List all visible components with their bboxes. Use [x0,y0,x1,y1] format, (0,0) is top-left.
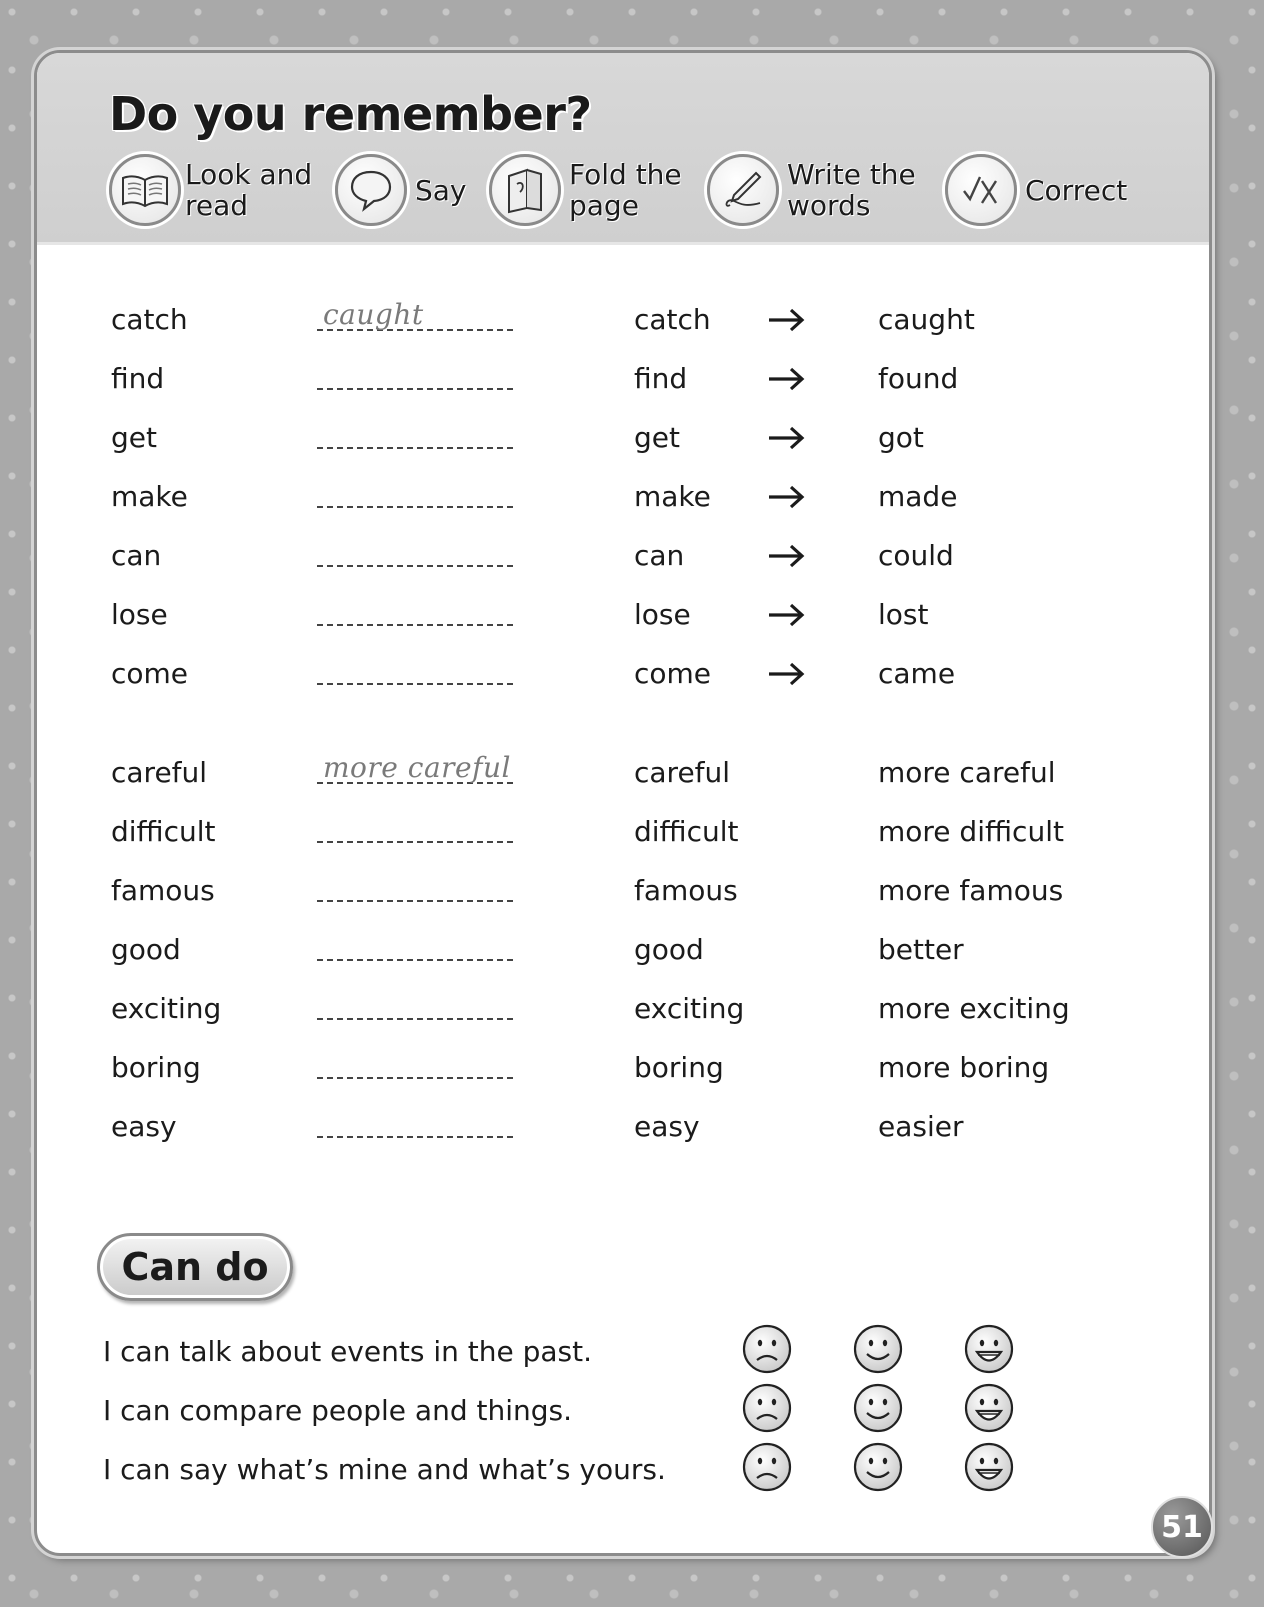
adjective-answer: more exciting [878,992,1070,1025]
can-do-statement: I can talk about events in the past. [103,1335,592,1368]
can-do-statement: I can say what’s mine and what’s yours. [103,1453,666,1486]
sad-face-icon[interactable] [741,1323,793,1375]
sad-face-icon[interactable] [741,1441,793,1493]
example-answer: caught [323,298,424,331]
verb-answer: caught [878,303,975,336]
adjective-answer-line[interactable] [317,870,513,902]
arrow-right-icon [767,541,807,571]
verb-base: can [111,539,162,572]
verb-answer: lost [878,598,929,631]
adjective-answer-line[interactable] [317,929,513,961]
adjective-base-check: good [634,933,704,966]
verb-base: make [111,480,188,513]
smile-face-icon[interactable] [852,1323,904,1375]
adjective-base-check: difficult [634,815,739,848]
adjective-answer: easier [878,1110,964,1143]
arrow-right-icon [767,364,807,394]
adjective-base-check: careful [634,756,731,789]
pen-icon [707,154,779,226]
folded-page-icon [489,154,561,226]
smile-face-icon[interactable] [852,1382,904,1434]
verb-answer-line[interactable] [317,417,513,449]
page-number: 51 [1151,1496,1213,1558]
verb-base: get [111,421,157,454]
speech-bubble-icon [335,154,407,226]
arrow-right-icon [767,423,807,453]
verb-answer-line[interactable] [317,653,513,685]
arrow-right-icon [767,600,807,630]
can-do-badge [97,1233,293,1301]
adjective-answer-line[interactable] [317,811,513,843]
verb-answer-line[interactable] [317,594,513,626]
verb-base-check: can [634,539,685,572]
adjective-base: difficult [111,815,216,848]
tick-cross-icon [945,154,1017,226]
adjective-answer-line[interactable] [317,752,513,784]
adjective-answer-line[interactable] [317,1106,513,1138]
step-label-line1: Correct [1025,173,1128,207]
adjective-base-check: easy [634,1110,700,1143]
verb-base-check: get [634,421,680,454]
verb-answer: found [878,362,959,395]
verb-answer-line[interactable] [317,476,513,508]
adjective-base-check: boring [634,1051,724,1084]
arrow-right-icon [767,305,807,335]
can-do-title: Can do [121,1245,269,1289]
sad-face-icon[interactable] [741,1382,793,1434]
verb-base-check: make [634,480,711,513]
verb-base-check: find [634,362,688,395]
big-smile-face-icon[interactable] [963,1323,1015,1375]
verb-answer-line[interactable] [317,358,513,390]
adjective-base-check: exciting [634,992,745,1025]
verb-base-check: catch [634,303,711,336]
verb-base: lose [111,598,168,631]
verb-answer: came [878,657,956,690]
step-correct [945,153,1127,227]
adjective-base: good [111,933,181,966]
verb-base: find [111,362,165,395]
example-answer: more careful [323,751,511,784]
verb-answer: could [878,539,954,572]
arrow-right-icon [767,659,807,689]
can-do-statement: I can compare people and things. [103,1394,573,1427]
step-look-and-read [109,153,312,227]
adjective-base: boring [111,1051,201,1084]
page-title: Do you remember? [109,87,592,141]
step-fold-the-page [489,153,682,227]
step-label-line1: Say [415,173,467,207]
verb-answer-line[interactable] [317,299,513,331]
book-icon [109,154,181,226]
step-label-line2: page [569,189,639,222]
adjective-base-check: famous [634,874,738,907]
adjective-answer: more boring [878,1051,1050,1084]
step-label-line1: Write the [787,158,916,191]
verb-base: come [111,657,189,690]
adjective-answer-line[interactable] [317,988,513,1020]
verb-answer: made [878,480,958,513]
arrow-right-icon [767,482,807,512]
step-label-line2: read [185,189,249,222]
step-say [335,153,467,227]
step-label-line1: Look and [185,158,313,191]
adjective-answer-line[interactable] [317,1047,513,1079]
worksheet-page [34,50,1212,1556]
verb-answer: got [878,421,924,454]
adjective-answer: more famous [878,874,1064,907]
big-smile-face-icon[interactable] [963,1382,1015,1434]
step-label-line2: words [787,189,871,222]
big-smile-face-icon[interactable] [963,1441,1015,1493]
adjective-base: easy [111,1110,177,1143]
verb-answer-line[interactable] [317,535,513,567]
adjective-base: famous [111,874,215,907]
adjective-base: careful [111,756,208,789]
verb-base-check: lose [634,598,691,631]
adjective-answer: better [878,933,964,966]
smile-face-icon[interactable] [852,1441,904,1493]
adjective-answer: more difficult [878,815,1064,848]
adjective-answer: more careful [878,756,1056,789]
verb-base: catch [111,303,188,336]
adjective-base: exciting [111,992,222,1025]
step-label-line1: Fold the [569,158,682,191]
verb-base-check: come [634,657,712,690]
step-write-the-words [707,153,916,227]
